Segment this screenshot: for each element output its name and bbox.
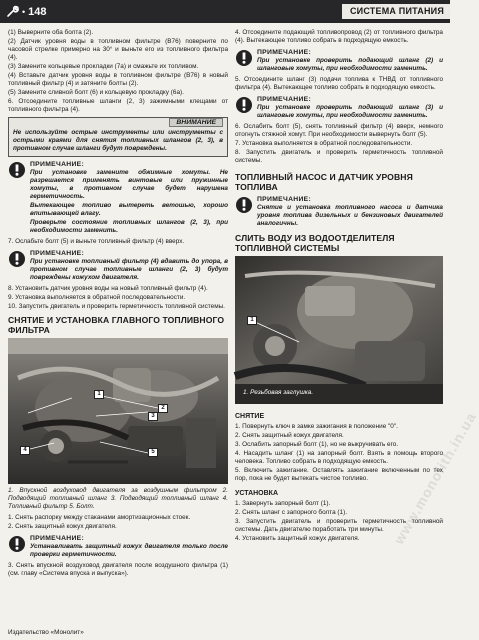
section-heading: СНЯТИЕ И УСТАНОВКА ГЛАВНОГО ТОПЛИВНОГО ФИЛЬТРА [8,315,225,335]
paragraph: 5. Отсоедините шланг (3) подачи топлива к ТНВД от топливного фильтра (4). Вытекающее топливо собрать в подходящую емкость. [235,76,443,91]
exclamation-icon [235,49,253,67]
note-box [235,96,443,120]
paragraph: 3. Запустить двигатель и проверить герметичность топливной системы. Дать двигателю поработать три минуты. [235,518,443,533]
note-box [8,250,228,282]
paragraph: 7. Ослабьте болт (5) и выньте топливный фильтр (4) вверх. [8,238,185,245]
photo-caption: 1. Резьбовая заглушка. [243,389,314,396]
paragraph: (5) Замените сливной болт (6) и кольцевую прокладку (6а). [8,89,184,96]
note-text: При установке проверить подающий шланг (3) и шланговые хомуты, при необходимости заменить. [257,104,443,119]
paragraph: (4) Вставьте датчик уровня воды в топливном фильтре (В76) в новый топливный фильтр (4) и затяните болты (2). [8,72,228,87]
note-text: При установке топливный фильтр (4) вдавить до упора, в противном случае топливные шланги (2, 3) будут повреждены кожухом двигателя. [30,258,228,281]
note-title: ПРИМЕЧАНИЕ: [30,250,85,257]
section-heading: СНЯТИЕ [235,413,265,420]
paragraph: 8. Установить датчик уровня воды на новый топливный фильтр (4). [8,285,208,292]
paragraph: 4. Отсоедините подающий топливопровод (2) от топливного фильтра (4). Вытекающее топливо собрать в подходящую емкость. [235,29,443,44]
watermark: www.monolith.in.ua [390,409,479,547]
paragraph: 4. Установить защитный кожух двигателя. [235,535,360,542]
paragraph: 2. Снять защитный кожух двигателя. [235,432,344,439]
left-column [8,29,228,579]
photo-caption: 1. Впускной воздуховод двигателя за воздушным фильтром 2. Подводящий топливный шланг 3. Подводящий топливный шланг 4. Топливный фильтр 5. Болт. [8,487,228,510]
paragraph: 2. Снять защитный кожух двигателя. [8,523,117,530]
engine-bay-image [8,338,228,484]
note-title: ПРИМЕЧАНИЕ: [30,535,85,542]
exclamation-icon [8,161,26,179]
exclamation-icon [235,96,253,114]
warning-box [8,117,228,157]
page-number: 148 [28,5,47,18]
paragraph: 2. Снять шланг с запорного болта (1). [235,509,347,516]
photo-callout: 2 [158,404,168,413]
exclamation-icon [8,250,26,268]
paragraph: 5. Включить зажигание. Оставлять зажигание включенным по тех пор, пока не будет вытекать чистое топливо. [235,467,443,482]
note-box [8,161,228,235]
paragraph: (2) Датчик уровня воды в топливном фильтре (В76) поверните по часовой стрелке примерно на 30° и выньте его из топливного фильтра (4). [8,38,228,61]
fuel-filter-image [235,256,443,404]
note-text: Проверьте состояние топливных шлангов (2, 3), при необходимости заменить. [30,219,228,234]
warning-title: ВНИМАНИЕ [169,118,223,127]
note-text: При установке проверить подающий шланг (2) и шланговые хомуты, при необходимости заменить. [257,57,443,72]
right-column [235,29,443,544]
bullet-icon: • [22,6,26,17]
page-header [0,0,450,23]
photo-callout: 4 [20,446,30,455]
note-box [235,49,443,73]
note-box [8,535,228,559]
engine-photo [8,338,228,484]
paragraph: 1. Снять распорку между стаканами амортизационных стоек. [8,514,191,521]
paragraph: 6. Ослабить болт (5), снять топливный фильтр (4) вверх, немного отогнуть стяжной хомут. При необходимости вывернуть болт (5). [235,123,443,138]
exclamation-icon [8,535,26,553]
note-title: ПРИМЕЧАНИЕ: [30,161,85,168]
note-box [235,196,443,228]
section-title: СИСТЕМА ПИТАНИЯ [342,4,450,19]
paragraph: 1. Повернуть ключ в замке зажигания в положение "0". [235,423,398,430]
page-number-block [5,3,47,20]
section-heading: ТОПЛИВНЫЙ НАСОС И ДАТЧИК УРОВНЯ ТОПЛИВА [235,172,413,192]
paragraph: 9. Установка выполняется в обратной последовательности. [8,294,186,301]
note-title: ПРИМЕЧАНИЕ: [257,49,312,56]
paragraph: (3) Замените кольцевые прокладки (7а) и смажьте их топливом. [8,63,199,70]
photo-callout: 5 [148,448,158,457]
paragraph: 3. Ослабить запорный болт (1), но не выкручивать его. [235,441,399,448]
note-text: При установке замените обжимные хомуты. Не разрешается применять винтовые или пружинные хомуты, в противном случае будет нарушена герметичность. [30,169,228,200]
note-text: Вытекающее топливо вытереть ветошью, хорошо впитывающей влагу. [30,202,228,217]
paragraph: 4. Насадить шланг (1) на запорный болт. Взять в помощь второго человека. Топливо собрать в подходящую емкость. [235,450,443,465]
note-title: ПРИМЕЧАНИЕ: [257,196,312,203]
section-heading: УСТАНОВКА [235,490,279,497]
exclamation-icon [235,196,253,214]
paragraph: 1. Завернуть запорный болт (1). [235,500,331,507]
section-heading: СЛИТЬ ВОДУ ИЗ ВОДООТДЕЛИТЕЛЯ ТОПЛИВНОЙ СИСТЕМЫ [235,233,395,253]
photo-callout: 3 [148,412,158,421]
water-drain-photo [235,256,443,404]
paragraph: 7. Установка выполняется в обратной последовательности. [235,140,413,147]
note-text: Устанавливать защитный кожух двигателя только после проверки герметичности. [30,543,228,558]
paragraph: (1) Выверните оба болта (2). [8,29,94,36]
paragraph: 10. Запустить двигатель и проверить герметичность топливной системы. [8,303,225,310]
photo-callout: 1 [247,316,257,325]
paragraph: 3. Снять впускной воздуховод двигателя после воздушного фильтра (1) (см. главу «Система впуска и выпуска»). [8,562,228,577]
photo-callout: 1 [94,390,104,399]
paragraph: 6. Отсоедините топливные шланги (2, 3) зажимными клещами от топливного фильтра (4). [8,98,228,113]
warning-text: Не используйте острые инструменты или инструменты с острыми краями для снятия топливных шлангов (2, 3), в противном случае шланги будут повреждены. [13,129,223,152]
note-title: ПРИМЕЧАНИЕ: [257,96,312,103]
note-text: Снятие и установка топливного насоса и датчика уровня топлива дизельных и бензиновых двигателей аналогичны. [257,204,443,227]
footer-publisher: Издательство «Монолит» [8,629,84,636]
wrench-icon [5,5,19,19]
paragraph: 8. Запустить двигатель и проверить герметичность топливной системы. [235,149,443,164]
